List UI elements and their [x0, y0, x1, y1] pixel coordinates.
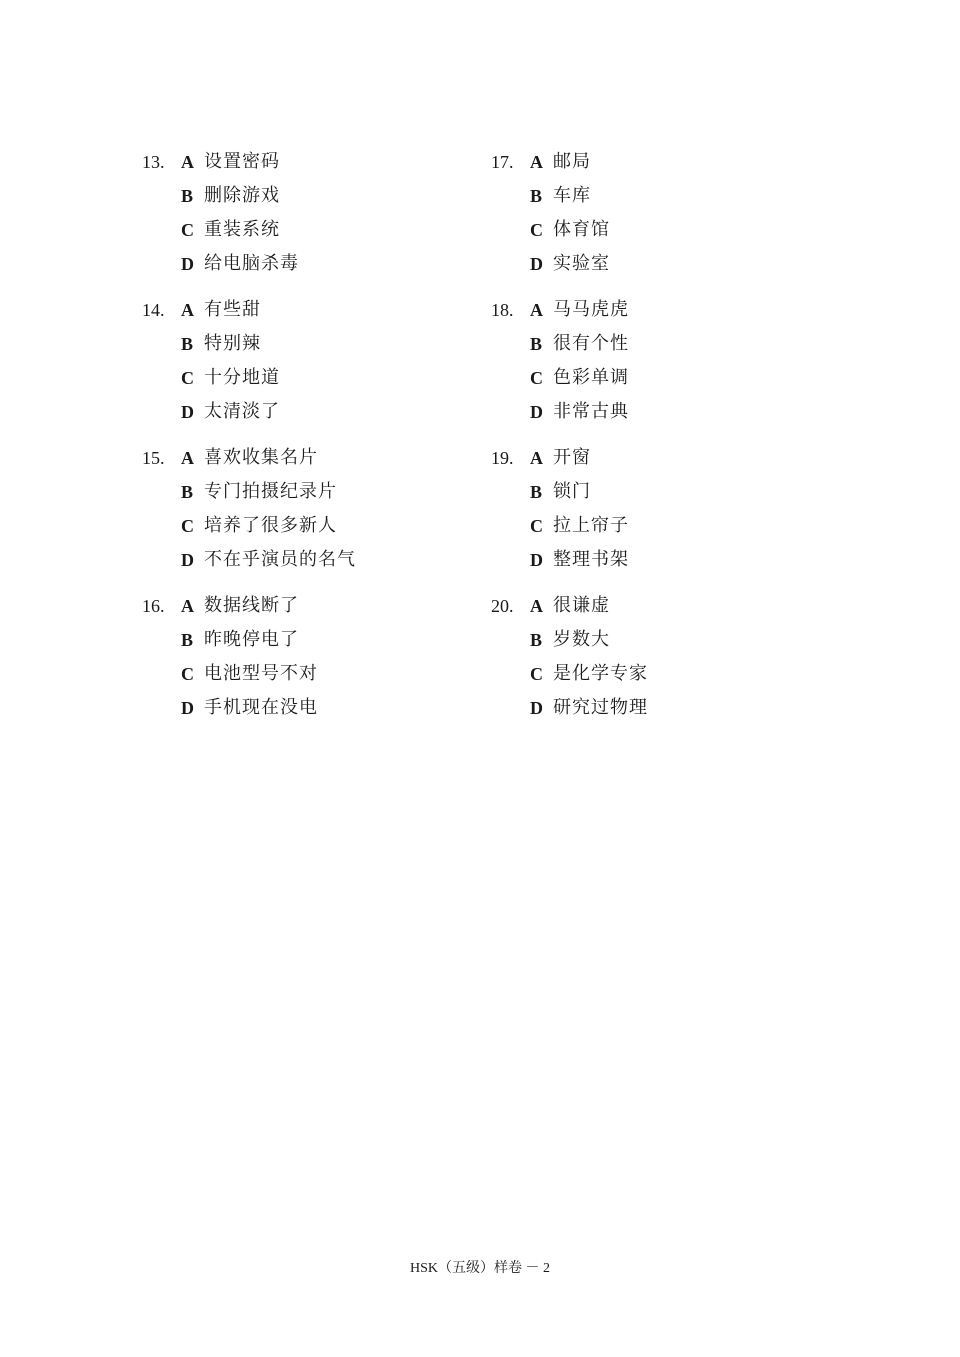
option-letter: A	[530, 448, 543, 468]
option-row	[491, 364, 831, 398]
question-number: 15.	[142, 448, 165, 468]
option-row	[491, 512, 831, 546]
option-row	[491, 296, 831, 330]
option-letter: A	[530, 152, 543, 172]
option-text: 非常古典	[553, 401, 629, 422]
option-letter: B	[530, 630, 543, 650]
option-letter: A	[530, 300, 543, 320]
question-14	[142, 296, 482, 444]
option-text: 有些甜	[204, 299, 261, 320]
option-row	[142, 694, 482, 728]
option-row	[491, 660, 831, 694]
option-letter: B	[530, 186, 543, 206]
option-text: 手机现在没电	[204, 697, 318, 718]
option-letter: D	[181, 698, 194, 718]
option-text: 设置密码	[204, 151, 280, 172]
option-row	[491, 250, 831, 284]
option-letter: C	[181, 516, 194, 536]
option-row	[142, 148, 482, 182]
option-row	[142, 546, 482, 580]
option-row	[491, 182, 831, 216]
option-text: 车库	[553, 185, 591, 206]
left-question-column	[142, 148, 482, 740]
option-row	[142, 296, 482, 330]
option-text: 喜欢收集名片	[204, 447, 318, 468]
option-letter: A	[181, 448, 194, 468]
option-text: 很有个性	[553, 333, 629, 354]
option-row	[491, 546, 831, 580]
option-row	[142, 216, 482, 250]
option-text: 昨晚停电了	[204, 629, 299, 650]
option-text: 是化学专家	[553, 663, 648, 684]
option-text: 马马虎虎	[553, 299, 629, 320]
option-letter: C	[530, 664, 543, 684]
question-number: 19.	[491, 448, 514, 468]
question-number: 18.	[491, 300, 514, 320]
option-text: 数据线断了	[204, 595, 299, 616]
option-letter: C	[530, 220, 543, 240]
option-row	[142, 182, 482, 216]
question-number: 20.	[491, 596, 514, 616]
option-text: 太清淡了	[204, 401, 280, 422]
option-text: 十分地道	[204, 367, 280, 388]
option-text: 邮局	[553, 151, 591, 172]
option-letter: A	[530, 596, 543, 616]
option-text: 整理书架	[553, 549, 629, 570]
option-text: 给电脑杀毒	[204, 253, 299, 274]
option-text: 特别辣	[204, 333, 261, 354]
page-footer: HSK（五级）样卷 － 2	[409, 1261, 550, 1276]
option-row	[491, 216, 831, 250]
option-row	[491, 330, 831, 364]
option-row	[142, 660, 482, 694]
question-15	[142, 444, 482, 592]
option-row	[142, 444, 482, 478]
question-17	[491, 148, 831, 296]
option-row	[491, 398, 831, 432]
option-letter: A	[181, 152, 194, 172]
option-row	[142, 478, 482, 512]
option-letter: C	[530, 368, 543, 388]
option-row	[142, 250, 482, 284]
option-row	[142, 512, 482, 546]
option-row	[491, 444, 831, 478]
option-text: 岁数大	[553, 629, 610, 650]
option-letter: D	[181, 550, 194, 570]
option-text: 重装系统	[204, 219, 280, 240]
option-letter: D	[181, 254, 194, 274]
option-letter: C	[181, 220, 194, 240]
question-20	[491, 592, 831, 740]
option-row	[491, 626, 831, 660]
option-letter: C	[181, 368, 194, 388]
option-row	[142, 398, 482, 432]
option-text: 实验室	[553, 253, 610, 274]
option-letter: B	[181, 630, 194, 650]
option-letter: C	[530, 516, 543, 536]
question-16	[142, 592, 482, 740]
option-letter: B	[530, 334, 543, 354]
option-text: 锁门	[553, 481, 591, 502]
option-letter: B	[181, 482, 194, 502]
option-text: 专门拍摄纪录片	[204, 481, 337, 502]
option-letter: D	[530, 254, 543, 274]
option-letter: B	[530, 482, 543, 502]
option-text: 不在乎演员的名气	[204, 549, 356, 570]
question-13	[142, 148, 482, 296]
option-text: 培养了很多新人	[204, 515, 337, 536]
option-text: 删除游戏	[204, 185, 280, 206]
option-row	[491, 478, 831, 512]
option-row	[142, 330, 482, 364]
option-letter: D	[530, 698, 543, 718]
option-letter: D	[530, 550, 543, 570]
option-letter: B	[181, 334, 194, 354]
option-text: 体育馆	[553, 219, 610, 240]
option-letter: A	[181, 596, 194, 616]
option-row	[142, 626, 482, 660]
right-question-column	[491, 148, 831, 740]
question-18	[491, 296, 831, 444]
option-letter: C	[181, 664, 194, 684]
question-number: 13.	[142, 152, 165, 172]
option-row	[491, 694, 831, 728]
option-row	[491, 592, 831, 626]
option-text: 电池型号不对	[204, 663, 318, 684]
question-number: 16.	[142, 596, 165, 616]
question-19	[491, 444, 831, 592]
option-row	[491, 148, 831, 182]
option-row	[142, 364, 482, 398]
option-text: 开窗	[553, 447, 591, 468]
option-row	[142, 592, 482, 626]
option-letter: B	[181, 186, 194, 206]
option-text: 很谦虚	[553, 595, 610, 616]
option-text: 拉上帘子	[553, 515, 629, 536]
option-letter: D	[530, 402, 543, 422]
question-number: 17.	[491, 152, 514, 172]
option-letter: D	[181, 402, 194, 422]
option-text: 研究过物理	[553, 697, 648, 718]
question-number: 14.	[142, 300, 165, 320]
option-letter: A	[181, 300, 194, 320]
option-text: 色彩单调	[553, 367, 629, 388]
